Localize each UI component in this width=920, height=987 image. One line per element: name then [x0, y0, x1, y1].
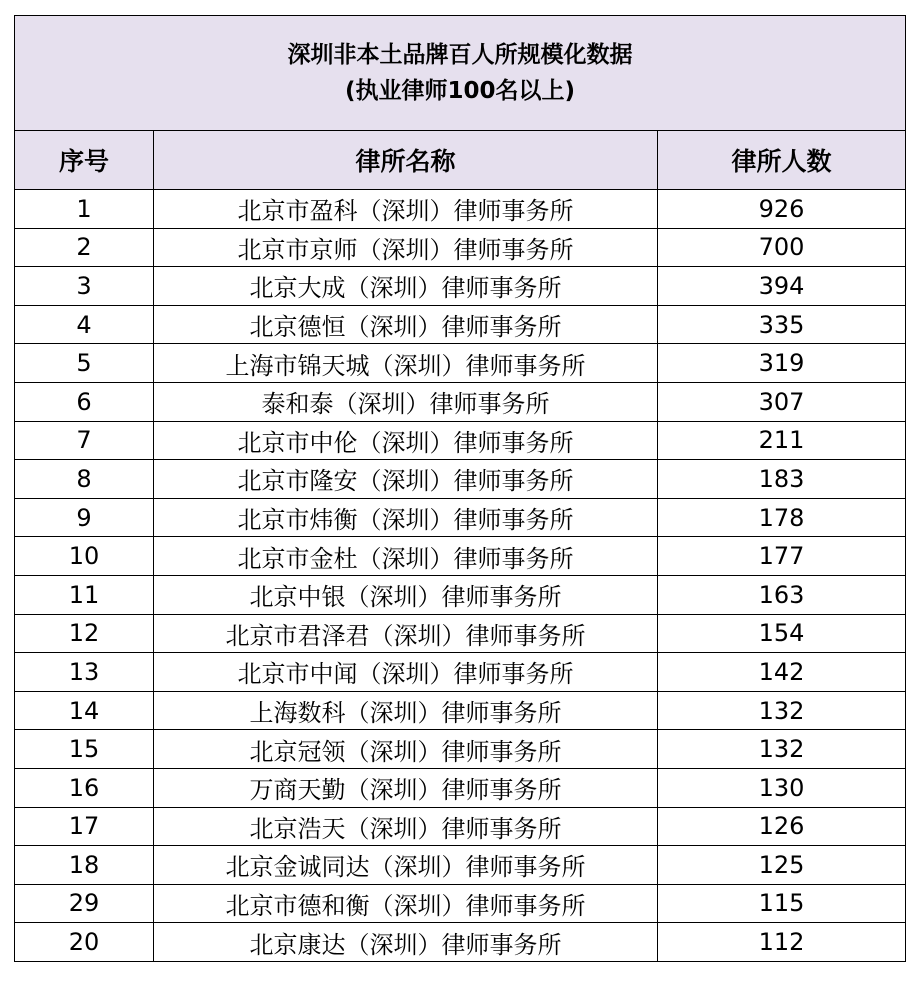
header-index: 序号	[15, 131, 154, 190]
cell-lawyer-count: 163	[658, 575, 906, 614]
table-row	[15, 267, 906, 306]
table-row	[15, 653, 906, 692]
cell-index: 20	[15, 923, 154, 962]
cell-index: 6	[15, 382, 154, 421]
table-title	[15, 16, 906, 131]
cell-index: 8	[15, 460, 154, 499]
cell-lawyer-count: 211	[658, 421, 906, 460]
cell-firm-name: 北京市君泽君（深圳）律师事务所	[154, 614, 658, 653]
cell-index: 5	[15, 344, 154, 383]
cell-lawyer-count: 319	[658, 344, 906, 383]
table-row	[15, 768, 906, 807]
cell-lawyer-count: 926	[658, 190, 906, 229]
table-row	[15, 575, 906, 614]
cell-firm-name: 北京市中闻（深圳）律师事务所	[154, 653, 658, 692]
cell-lawyer-count: 126	[658, 807, 906, 846]
table-row	[15, 190, 906, 229]
cell-firm-name: 北京浩天（深圳）律师事务所	[154, 807, 658, 846]
cell-firm-name: 北京市炜衡（深圳）律师事务所	[154, 498, 658, 537]
cell-lawyer-count: 115	[658, 884, 906, 923]
cell-index: 9	[15, 498, 154, 537]
table-row	[15, 344, 906, 383]
cell-lawyer-count: 307	[658, 382, 906, 421]
cell-firm-name: 北京中银（深圳）律师事务所	[154, 575, 658, 614]
header-count: 律所人数	[658, 131, 906, 190]
cell-index: 3	[15, 267, 154, 306]
table-row	[15, 846, 906, 885]
title-row	[15, 16, 906, 131]
table-title-line1: 深圳非本土品牌百人所规模化数据	[287, 42, 633, 68]
cell-index: 4	[15, 305, 154, 344]
cell-firm-name: 泰和泰（深圳）律师事务所	[154, 382, 658, 421]
table-row	[15, 614, 906, 653]
cell-index: 16	[15, 768, 154, 807]
cell-firm-name: 北京康达（深圳）律师事务所	[154, 923, 658, 962]
cell-firm-name: 北京市京师（深圳）律师事务所	[154, 228, 658, 267]
cell-firm-name: 上海数科（深圳）律师事务所	[154, 691, 658, 730]
cell-lawyer-count: 700	[658, 228, 906, 267]
cell-lawyer-count: 112	[658, 923, 906, 962]
cell-lawyer-count: 125	[658, 846, 906, 885]
cell-lawyer-count: 177	[658, 537, 906, 576]
cell-index: 12	[15, 614, 154, 653]
table-row	[15, 923, 906, 962]
cell-firm-name: 上海市锦天城（深圳）律师事务所	[154, 344, 658, 383]
law-firm-table-sheet	[14, 15, 905, 962]
cell-firm-name: 北京金诚同达（深圳）律师事务所	[154, 846, 658, 885]
cell-index: 18	[15, 846, 154, 885]
cell-firm-name: 北京市德和衡（深圳）律师事务所	[154, 884, 658, 923]
cell-firm-name: 万商天勤（深圳）律师事务所	[154, 768, 658, 807]
header-row	[15, 131, 906, 190]
cell-firm-name: 北京大成（深圳）律师事务所	[154, 267, 658, 306]
cell-index: 17	[15, 807, 154, 846]
cell-index: 13	[15, 653, 154, 692]
cell-index: 29	[15, 884, 154, 923]
cell-lawyer-count: 154	[658, 614, 906, 653]
cell-lawyer-count: 178	[658, 498, 906, 537]
header-name: 律所名称	[154, 131, 658, 190]
cell-index: 10	[15, 537, 154, 576]
cell-firm-name: 北京市盈科（深圳）律师事务所	[154, 190, 658, 229]
cell-firm-name: 北京市金杜（深圳）律师事务所	[154, 537, 658, 576]
cell-index: 1	[15, 190, 154, 229]
table-row	[15, 807, 906, 846]
table-row	[15, 421, 906, 460]
cell-lawyer-count: 142	[658, 653, 906, 692]
cell-index: 2	[15, 228, 154, 267]
cell-firm-name: 北京德恒（深圳）律师事务所	[154, 305, 658, 344]
table-row	[15, 537, 906, 576]
table-row	[15, 382, 906, 421]
table-row	[15, 228, 906, 267]
cell-lawyer-count: 183	[658, 460, 906, 499]
cell-index: 15	[15, 730, 154, 769]
table-body	[15, 190, 906, 962]
cell-lawyer-count: 394	[658, 267, 906, 306]
table-row	[15, 498, 906, 537]
table-row	[15, 305, 906, 344]
table-row	[15, 460, 906, 499]
cell-firm-name: 北京市隆安（深圳）律师事务所	[154, 460, 658, 499]
cell-lawyer-count: 132	[658, 691, 906, 730]
cell-lawyer-count: 335	[658, 305, 906, 344]
table-title-line2: (执业律师100名以上)	[344, 78, 576, 104]
cell-firm-name: 北京市中伦（深圳）律师事务所	[154, 421, 658, 460]
table-row	[15, 691, 906, 730]
table-row	[15, 730, 906, 769]
cell-index: 14	[15, 691, 154, 730]
cell-firm-name: 北京冠领（深圳）律师事务所	[154, 730, 658, 769]
cell-lawyer-count: 132	[658, 730, 906, 769]
cell-index: 7	[15, 421, 154, 460]
law-firm-table	[14, 15, 906, 962]
cell-index: 11	[15, 575, 154, 614]
table-row	[15, 884, 906, 923]
cell-lawyer-count: 130	[658, 768, 906, 807]
